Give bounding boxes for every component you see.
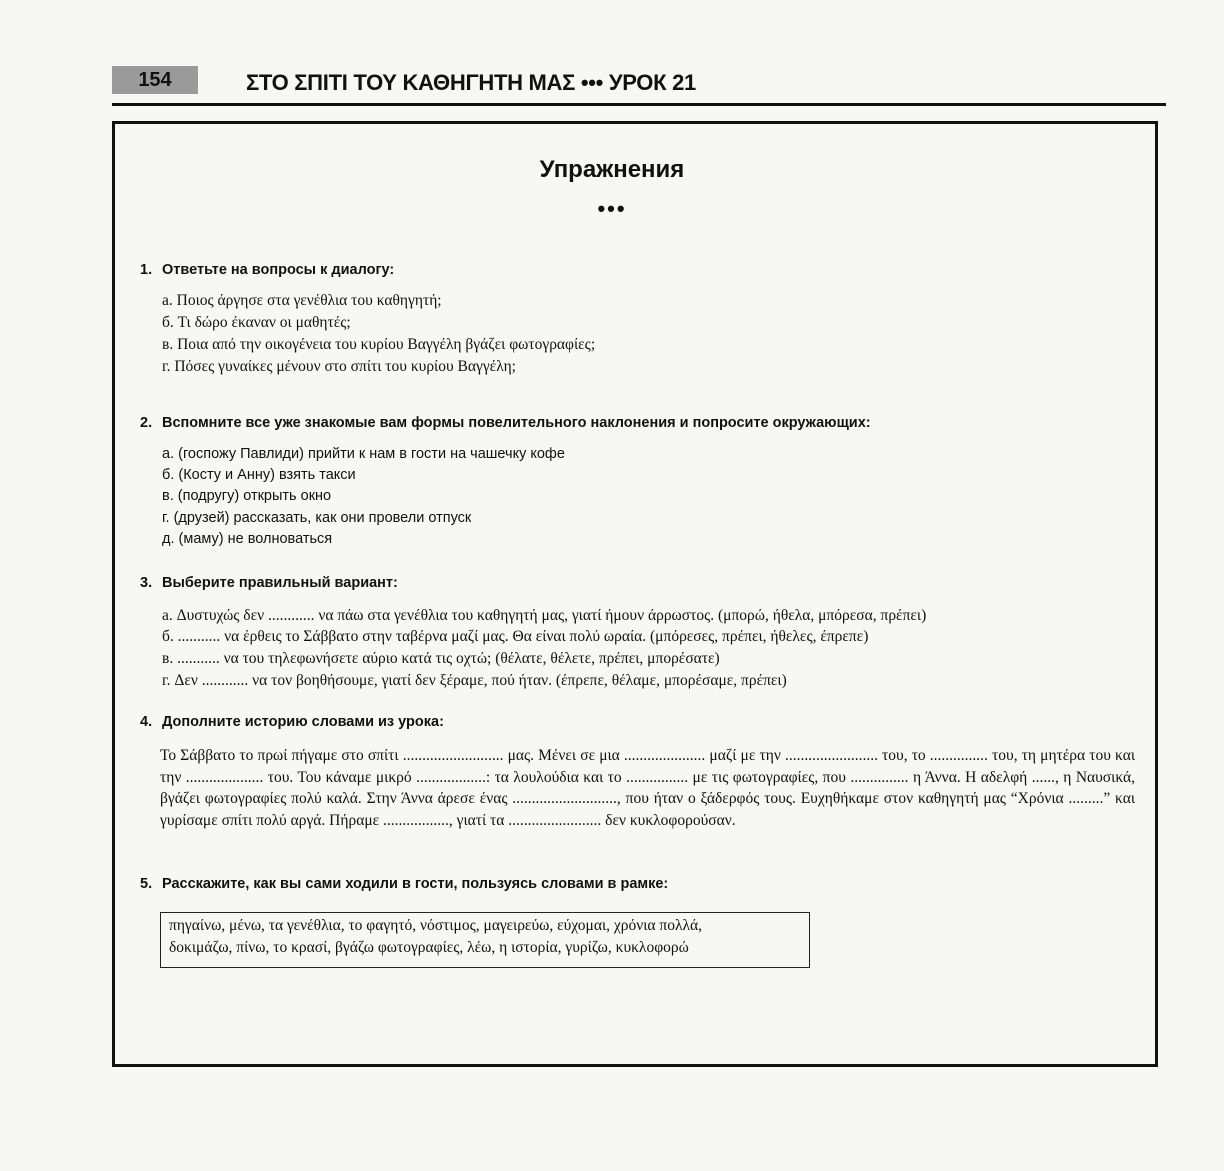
exercise-3-item: б. ........... να έρθεις το Σάββατο στην ταβέρνα μαζί μας. Θα είναι πολύ ωραία. (μπόρεσες, πρέπει, ήθελες, έπρεπε)	[162, 628, 869, 645]
exercise-2-item: в. (подругу) открыть окно	[162, 488, 332, 504]
exercise-3-item: а. Δυστυχώς δεν ............ να πάω στα γενέθλια του καθηγητή μας, γιατί ήμουν άρρωστος. (μπορώ, ήθελα, μπόρεσα, πρέπει)	[162, 607, 927, 624]
exercise-heading-4	[140, 714, 444, 730]
exercise-instruction: Ответьте на вопросы к диалогу:	[162, 262, 395, 278]
page-number: 154	[112, 66, 198, 94]
fill-in-story: Το Σάββατο το πρωί πήγαμε στο σπίτι .......................... μας. Μένει σε μια ..................... μαζί με την ........................ του, το ............... του, τη μητέρα του και την .................... του. Του κάναμε μικρό ..................: τα λουλούδια και το ................ με τις φωτογραφίες, που ............... η Άννα. Η αδελφή ......, η Ναυσικά, βγάζει φωτογραφίες πολύ καλά. Στην Άννα άρεσε ένας ..........................., που ήταν ο ξάδερφός τους. Ευχηθήκαμε στον καθηγητή μας “Χρόνια .........” και γυρίσαμε σπίτι πολύ αργά. Πήραμε ................., γιατί τα ........................ δεν κυκλοφορούσαν.	[160, 747, 1135, 829]
exercise-number: 4.	[140, 714, 153, 730]
exercise-2-item: а. (госпожу Павлиди) прийти к нам в гости на чашечку кофе	[162, 446, 565, 462]
exercise-1-item: а. Ποιος άργησε στα γενέθλια του καθηγητή;	[162, 292, 442, 309]
word-box-line: πηγαίνω, μένω, τα γενέθλια, το φαγητό, νόστιμος, μαγειρεύω, εύχομαι, χρόνια πολλά,	[169, 917, 703, 934]
section-title: Упражнения	[539, 156, 685, 183]
exercise-3-item: г. Δεν ............ να τον βοηθήσουμε, γιατί δεν ξέραμε, πού ήταν. (έπρεπε, θέλαμε, μπορέσαμε, πρέπει)	[162, 672, 787, 689]
exercise-instruction: Выберите правильный вариант:	[162, 575, 398, 591]
exercise-number: 1.	[140, 262, 153, 278]
exercise-number: 2.	[140, 415, 153, 431]
exercise-heading-3	[140, 575, 398, 591]
exercise-heading-1	[140, 262, 394, 278]
exercise-1-item: в. Ποια από την οικογένεια του κυρίου Βαγγέλη βγάζει φωτογραφίες;	[162, 336, 596, 353]
exercise-instruction: Вспомните все уже знакомые вам формы повелительного наклонения и попросите окружающих:	[162, 415, 871, 431]
exercise-heading-5	[140, 876, 668, 892]
running-title: ΣΤΟ ΣΠΙΤΙ ΤΟΥ ΚΑΘΗΓΗΤΗ ΜΑΣ ••• УРОК 21	[246, 70, 696, 95]
header-rule	[112, 103, 1166, 106]
exercise-2-item: г. (друзей) рассказать, как они провели отпуск	[162, 510, 472, 526]
exercise-number: 5.	[140, 876, 153, 892]
section-separator: •••	[597, 196, 627, 221]
exercise-number: 3.	[140, 575, 153, 591]
exercise-instruction: Дополните историю словами из урока:	[162, 714, 444, 730]
exercise-3-item: в. ........... να του τηλεφωνήσετε αύριο κατά τις οχτώ; (θέλατε, θέλετε, πρέπει, μπορέσατε)	[162, 650, 720, 667]
exercise-instruction: Расскажите, как вы сами ходили в гости, пользуясь словами в рамке:	[162, 876, 669, 892]
exercise-2-item: б. (Косту и Анну) взять такси	[162, 467, 356, 483]
exercise-1-item: г. Πόσες γυναίκες μένουν στο σπίτι του κυρίου Βαγγέλη;	[162, 358, 516, 375]
exercise-1-item: б. Τι δώρο έκαναν οι μαθητές;	[162, 314, 351, 331]
word-box	[160, 912, 810, 968]
exercise-2-item: д. (маму) не волноваться	[162, 531, 333, 547]
word-box-line: δοκιμάζω, πίνω, το κρασί, βγάζω φωτογραφίες, λέω, η ιστορία, γυρίζω, κυκλοφορώ	[169, 939, 689, 956]
exercise-heading-2	[140, 415, 871, 431]
